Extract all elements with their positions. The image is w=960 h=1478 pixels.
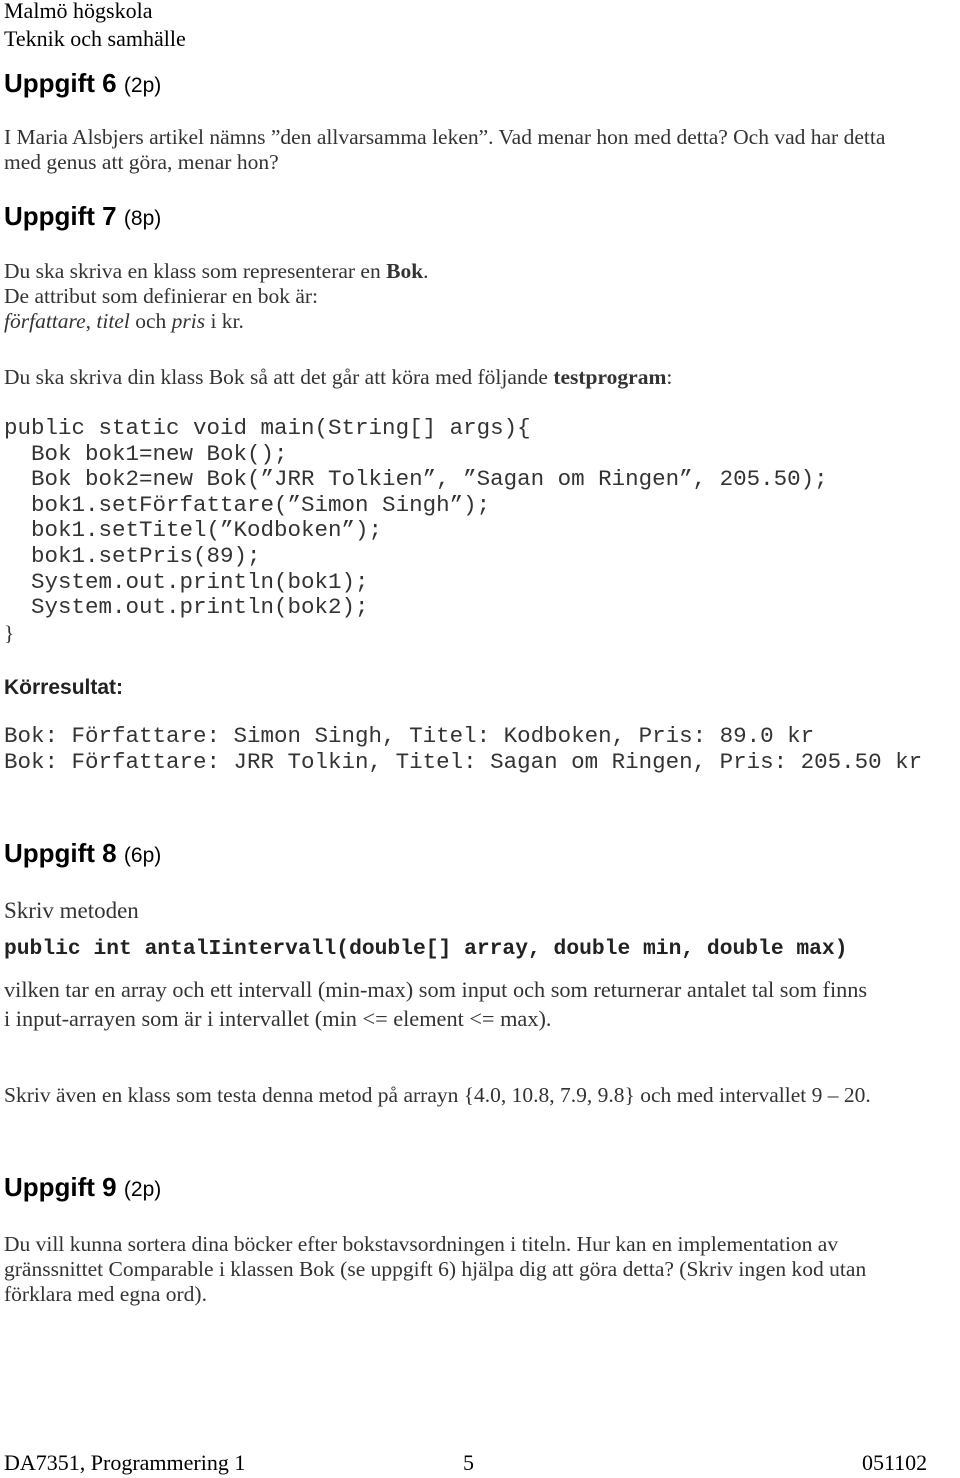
result-label: Körresultat: [4, 676, 124, 699]
task6-heading [4, 68, 161, 99]
code-line: bok1.setFörfattare(”Simon Singh”); [4, 491, 491, 518]
task7-line2: De attribut som definierar en bok är: [4, 284, 319, 308]
task9-line3: förklara med egna ord). [4, 1282, 207, 1306]
task7-heading [4, 201, 161, 232]
task6-body-line1: I Maria Alsbjers artikel nämns ”den allvarsamma leken”. Vad menar hon med detta? Och vad har detta [4, 125, 886, 149]
footer-page-number: 5 [463, 1450, 474, 1475]
task9-points: (2p) [123, 1178, 162, 1201]
task9-line1: Du vill kunna sortera dina böcker efter bokstavsordningen i titeln. Hur kan en implementation av [4, 1232, 839, 1256]
faculty-name: Teknik och samhälle [4, 26, 186, 51]
task6-points: (2p) [123, 74, 162, 97]
task7-title: Uppgift 7 [4, 201, 117, 231]
testprogram-label: testprogram [553, 365, 667, 389]
test-program-code [4, 416, 828, 621]
task6-body-line2: med genus att göra, menar hon? [4, 150, 279, 174]
program-output [4, 724, 922, 775]
task7-line4 [4, 365, 672, 390]
attr-forfattare: författare [4, 309, 86, 333]
task8-points: (6p) [123, 844, 162, 867]
attr-pris: pris [171, 309, 206, 333]
task7-line1-end: . [423, 259, 429, 283]
conjunction: och [129, 309, 172, 333]
task8-test-line: Skriv även en klass som testa denna metod på arrayn {4.0, 10.8, 7.9, 9.8} och med intervallet 9 – 20. [4, 1083, 871, 1107]
code-line: System.out.println(bok1); [4, 568, 369, 595]
class-name-bok: Bok [386, 259, 424, 283]
output-line: Bok: Författare: Simon Singh, Titel: Kodboken, Pris: 89.0 kr [4, 723, 815, 749]
code-line: public static void main(String[] args){ [4, 415, 531, 441]
task9-title: Uppgift 9 [4, 1172, 117, 1202]
code-line: Bok bok2=new Bok(”JRR Tolkien”, ”Sagan om Ringen”, 205.50); [4, 466, 828, 493]
task8-title: Uppgift 8 [4, 838, 117, 868]
task8-heading [4, 838, 161, 869]
unit-text: i kr. [205, 309, 244, 333]
task7-line1 [4, 259, 429, 284]
task6-title: Uppgift 6 [4, 68, 117, 98]
footer-course: DA7351, Programmering 1 [4, 1450, 246, 1475]
task8-intro: Skriv metoden [4, 898, 139, 923]
code-closing-brace: } [4, 621, 15, 645]
task7-line1-text: Du ska skriva en klass som representerar en [4, 259, 387, 283]
task8-desc-line2: i input-arrayen som är i intervallet (min <= element <= max). [4, 1006, 552, 1031]
task7-line4-text: Du ska skriva din klass Bok så att det går att köra med följande [4, 365, 554, 389]
task8-desc-line1: vilken tar en array och ett intervall (min-max) som input och som returnerar antalet tal som finns [4, 977, 868, 1002]
attr-titel: titel [96, 309, 130, 333]
code-line: bok1.setTitel(”Kodboken”); [4, 517, 383, 544]
comma: , [85, 309, 97, 333]
task9-heading [4, 1172, 161, 1203]
task7-points: (8p) [123, 207, 162, 230]
code-line: System.out.println(bok2); [4, 594, 369, 621]
code-line: bok1.setPris(89); [4, 542, 261, 569]
footer-date: 051102 [862, 1450, 928, 1475]
code-line: Bok bok1=new Bok(); [4, 440, 288, 467]
school-name: Malmö högskola [4, 0, 153, 23]
task9-line2: gränssnittet Comparable i klassen Bok (se uppgift 6) hjälpa dig att göra detta? (Skriv ingen kod utan [4, 1257, 867, 1281]
output-line: Bok: Författare: JRR Tolkin, Titel: Sagan om Ringen, Pris: 205.50 kr [4, 748, 923, 775]
method-signature: public int antalIintervall(double[] array, double min, double max) [4, 937, 848, 961]
task7-line4-end: : [666, 365, 673, 389]
task7-line3 [4, 309, 244, 334]
